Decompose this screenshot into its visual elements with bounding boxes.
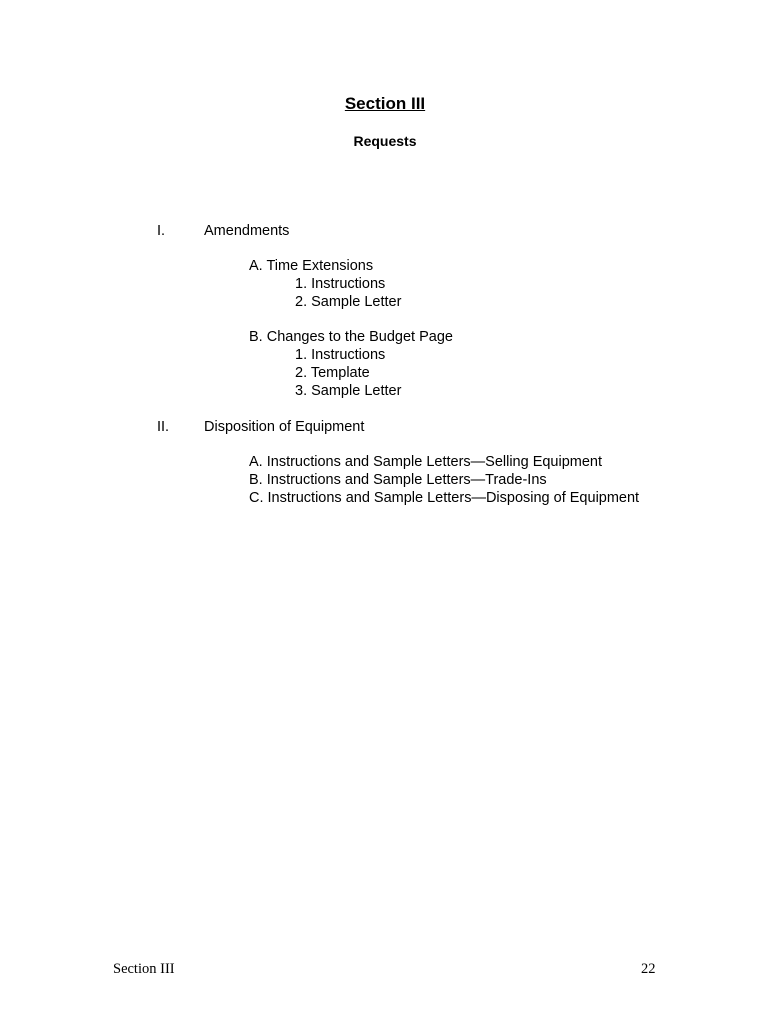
- section-subtitle: Requests: [353, 133, 417, 149]
- footer-section-label: Section III: [113, 961, 175, 977]
- subsection-selling-equipment: A. Instructions and Sample Letters—Selling Equipment: [249, 454, 603, 470]
- list-item: 1. Instructions: [295, 276, 386, 292]
- list-item: 2. Template: [295, 365, 370, 381]
- page-number: 22: [641, 961, 656, 977]
- subsection-budget-page: B. Changes to the Budget Page: [249, 329, 453, 345]
- subsection-disposing-equipment: C. Instructions and Sample Letters—Disposing of Equipment: [249, 490, 640, 506]
- list-item: 1. Instructions: [295, 347, 386, 363]
- list-item: 3. Sample Letter: [295, 383, 402, 399]
- section-title: Section III: [344, 94, 426, 113]
- list-item: 2. Sample Letter: [295, 294, 402, 310]
- outline-heading-disposition: Disposition of Equipment: [204, 419, 365, 435]
- outline-numeral-2: II.: [157, 419, 170, 435]
- subsection-time-extensions: A. Time Extensions: [249, 258, 374, 274]
- subsection-trade-ins: B. Instructions and Sample Letters—Trade-Ins: [249, 472, 547, 488]
- outline-heading-amendments: Amendments: [204, 223, 290, 239]
- outline-numeral-1: I.: [157, 223, 166, 239]
